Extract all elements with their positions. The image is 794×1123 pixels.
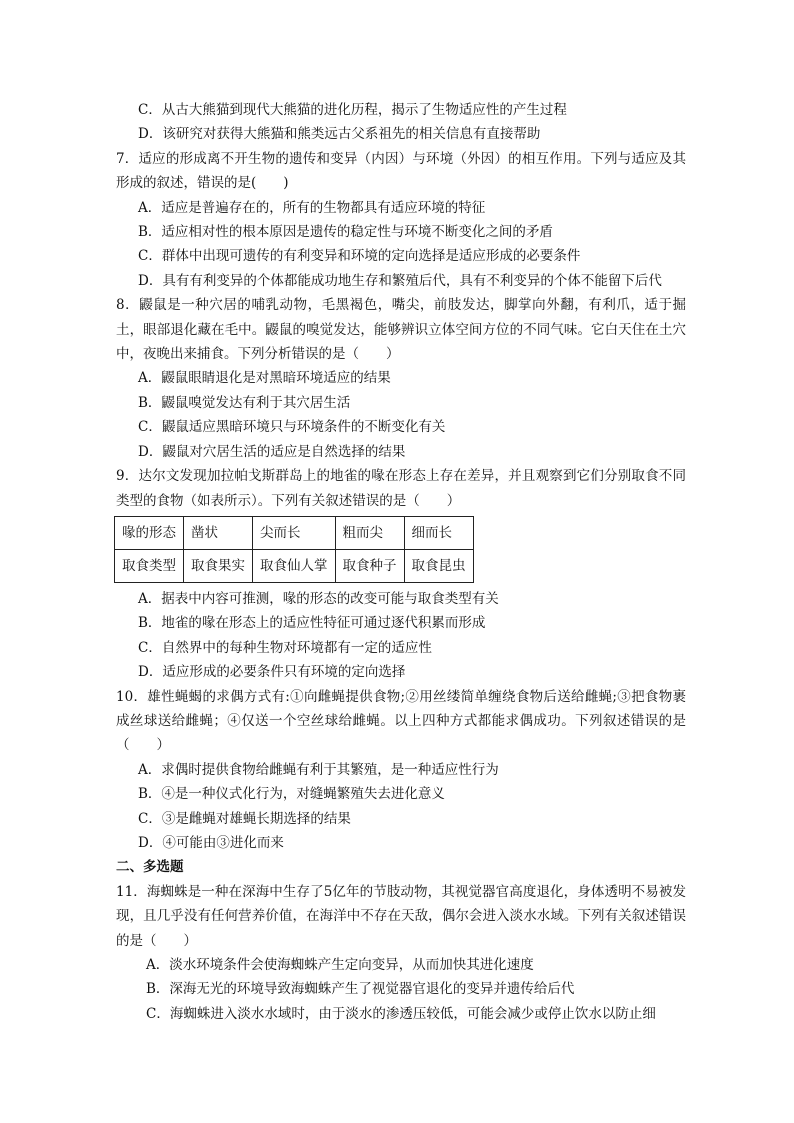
section-title-multiple-choice: 二、多选题 [116,859,184,876]
option-10b: B．④是一种仪式化行为，对缝蝇繁殖失去进化意义 [138,786,445,803]
question-8-stem: 8．鼹鼠是一种穴居的哺乳动物，毛黑褐色，嘴尖，前肢发达，脚掌向外翻，有利爪，适于掘土，眼部退化藏在毛中。鼹鼠的嗅觉发达，能够辨识立体空间方位的不同气味。它白天住在土穴中，夜晚出来捕食。下列分析错误的是（ ） [116,297,686,363]
table-cell: 取食种子 [335,549,404,582]
table-cell: 尖而长 [253,516,336,549]
question-10 [116,685,686,856]
option-8b: B．鼹鼠嗅觉发达有利于其穴居生活 [138,394,351,411]
option-11c: C．海蜘蛛进入淡水水域时，由于淡水的渗透压较低，可能会减少或停止饮水以防止细 [146,1005,656,1022]
table-cell: 细而长 [404,516,473,549]
table-cell: 取食昆虫 [404,549,473,582]
table-cell: 取食类型 [115,549,184,582]
question-11-stem: 11．海蜘蛛是一种在深海中生存了5亿年的节肢动物，其视觉器官高度退化，身体透明不易被发现，且几乎没有任何营养价值，在海洋中不存在天敌，偶尔会进入淡水水域。下列有关叙述错误的是（ ） [116,883,686,949]
table-cell: 取食仙人掌 [253,549,336,582]
table-cell: 取食果实 [184,549,253,582]
table-cell: 喙的形态 [115,516,184,549]
option-11a: A．淡水环境条件会使海蜘蛛产生定向变异，从而加快其进化速度 [146,957,534,973]
beak-food-table [114,516,474,583]
option-9b: B．地雀的喙在形态上的适应性特征可通过逐代积累而形成 [138,615,486,632]
question-6-options [116,98,686,147]
table-cell: 粗而尖 [335,516,404,549]
option-8a: A．鼹鼠眼睛退化是对黑暗环境适应的结果 [138,370,391,387]
question-11 [116,880,686,1026]
option-10d: D．④可能由③进化而来 [138,834,284,851]
option-8c: C．鼹鼠适应黑暗环境只与环境条件的不断变化有关 [138,419,446,436]
option-9a: A．据表中内容可推测，喙的形态的改变可能与取食类型有关 [138,590,499,607]
question-10-stem: 10．雄性蝇蝎的求偶方式有:①向雌蝇提供食物;②用丝缕简单缠绕食物后送给雌蝇;③把食物裹成丝球送给雌蝇；④仅送一个空丝球给雌蝇。以上四种方式都能求偶成功。下列叙述错误的是（ ） [116,688,686,754]
table-cell: 凿状 [184,516,253,549]
option-9d: D．适应形成的必要条件只有环境的定向选择 [138,664,406,681]
option-7a: A．适应是普遍存在的，所有的生物都具有适应环境的特征 [138,199,486,216]
option-7c: C．群体中出现可遗传的有利变异和环境的定向选择是适应形成的必要条件 [138,248,581,265]
question-9 [116,464,686,684]
question-7-stem: 7．适应的形成离不开生物的遗传和变异（内因）与环境（外因）的相互作用。下列与适应及其形成的叙述，错误的是( ) [116,150,686,192]
option-9c: C．自然界中的每种生物对环境都有一定的适应性 [138,639,432,656]
option-10c: C．③是雌蝇对雄蝇长期选择的结果 [138,810,351,827]
question-8 [116,293,686,464]
question-content [116,98,686,1026]
option-11b: B．深海无光的环境导致海蜘蛛产生了视觉器官退化的变异并遗传给后代 [146,981,575,998]
option-6c: C．从古大熊猫到现代大熊猫的进化历程，揭示了生物适应性的产生过程 [138,102,567,118]
option-10a: A．求偶时提供食物给雌蝇有利于其繁殖，是一种适应性行为 [138,761,499,778]
question-7 [116,147,686,293]
table-row-food-type [115,549,474,582]
option-6d: D．该研究对获得大熊猫和熊类远古父系祖先的相关信息有直接帮助 [138,126,541,143]
question-9-stem: 9．达尔文发现加拉帕戈斯群岛上的地雀的喙在形态上存在差异，并且观察到它们分别取食不同类型的食物（如表所示）。下列有关叙述错误的是（ ） [116,468,686,509]
option-8d: D．鼹鼠对穴居生活的适应是自然选择的结果 [138,443,406,460]
option-7d: D．具有有利变异的个体都能成功地生存和繁殖后代，具有不利变异的个体不能留下后代 [138,272,662,289]
option-7b: B．适应相对性的根本原因是遗传的稳定性与环境不断变化之间的矛盾 [138,224,553,241]
table-row-beak-shape [115,516,474,549]
